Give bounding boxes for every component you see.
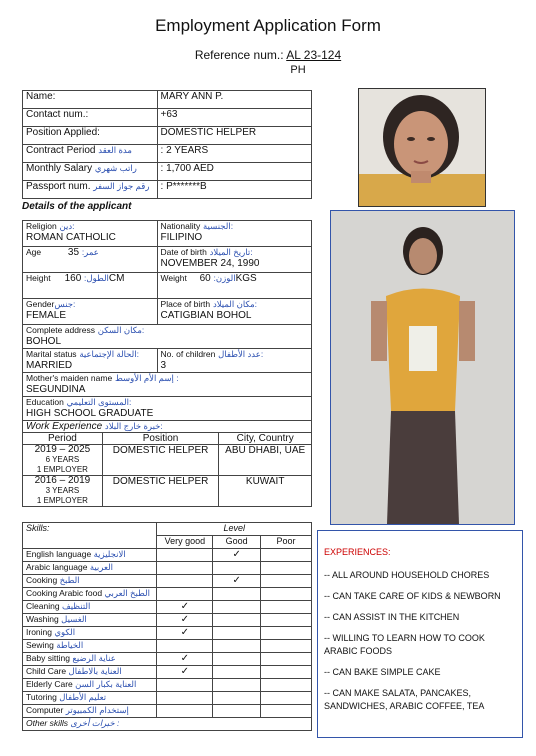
- experience-item: -- CAN ASSIST IN THE KITCHEN: [324, 612, 460, 622]
- work-row: [23, 445, 312, 476]
- basic-label: Contact num.:: [26, 109, 89, 120]
- basic-row: [23, 145, 312, 163]
- skill-row: [23, 705, 312, 718]
- skill-level-cell: [261, 627, 312, 640]
- experiences-box: [317, 530, 523, 738]
- dob-cell: Date of birth تاريخ الميلاد: NOVEMBER 24, 1990: [157, 247, 311, 273]
- skill-label: Arabic language: [26, 562, 88, 572]
- basic-label-cell: [23, 91, 158, 109]
- skill-level-cell: [261, 705, 312, 718]
- skill-label: Cleaning: [26, 601, 60, 611]
- skill-level-cell: [157, 614, 213, 627]
- reference-sub: PH: [290, 64, 306, 76]
- work-header-city: City, Country: [219, 433, 312, 445]
- skill-label: Tutoring: [26, 692, 57, 702]
- other-skills-cell: Other skills خبرات أخرى :: [23, 718, 312, 731]
- level-very-good: Very good: [157, 536, 213, 549]
- skill-level-cell: [157, 627, 213, 640]
- skill-label-cell: [23, 653, 157, 666]
- weight-value: 60KGS: [199, 273, 257, 284]
- skill-level-cell: [213, 601, 261, 614]
- skill-row: [23, 601, 312, 614]
- work-city: ABU DHABI, UAE: [219, 445, 312, 476]
- skill-level-cell: [157, 666, 213, 679]
- basic-row: [23, 91, 312, 109]
- skill-label-cell: [23, 575, 157, 588]
- gender-value: FEMALE: [26, 310, 67, 321]
- skill-level-cell: [261, 666, 312, 679]
- skill-row: [23, 679, 312, 692]
- pob-value: CATIGBIAN BOHOL: [160, 310, 252, 321]
- basic-value: DOMESTIC HELPER: [157, 127, 311, 145]
- skill-row: [23, 653, 312, 666]
- skill-label-ar: الطبخ العربي: [104, 588, 150, 598]
- skill-level-cell: [213, 562, 261, 575]
- skill-label-ar: إستخدام الكمبيوتر: [65, 705, 129, 715]
- skill-level-cell: [213, 627, 261, 640]
- work-position: DOMESTIC HELPER: [102, 445, 219, 476]
- skill-label-cell: [23, 666, 157, 679]
- work-period-cell: [23, 445, 103, 476]
- experience-item: -- WILLING TO LEARN HOW TO COOK ARABIC FOODS: [324, 633, 485, 656]
- skill-label-cell: [23, 692, 157, 705]
- basic-label-ar: رقم جواز السفر: [93, 181, 150, 191]
- details-title: Details of the applicant: [22, 201, 132, 212]
- skill-label-ar: الغسيل: [61, 614, 87, 624]
- basic-row: [23, 127, 312, 145]
- basic-label-ar: مدة العقد: [98, 145, 132, 155]
- skill-level-cell: [157, 653, 213, 666]
- work-period: 2016 – 2019: [34, 475, 91, 486]
- skill-label: Computer: [26, 705, 64, 715]
- skill-level-cell: [213, 692, 261, 705]
- basic-label-cell: [23, 109, 158, 127]
- basic-row: [23, 163, 312, 181]
- experience-item: -- CAN BAKE SIMPLE CAKE: [324, 667, 441, 677]
- basic-label-ar: راتب شهري: [94, 163, 137, 173]
- basic-label: Contract Period: [26, 145, 96, 156]
- skill-label-ar: العربية: [89, 562, 114, 572]
- check-icon: ✓: [180, 627, 190, 638]
- reference-label: Reference num.:: [194, 48, 284, 62]
- skill-label-ar: الخياطة: [56, 640, 84, 650]
- skill-label-ar: الطبخ: [59, 575, 80, 585]
- skill-level-cell: [213, 640, 261, 653]
- skill-level-cell: [261, 653, 312, 666]
- skill-label-ar: العناية بالاطفال: [68, 666, 122, 676]
- skill-level-cell: [213, 679, 261, 692]
- work-years: 6 YEARS: [45, 455, 80, 464]
- work-position: DOMESTIC HELPER: [102, 476, 219, 507]
- skill-level-cell: [213, 614, 261, 627]
- work-row: [23, 476, 312, 507]
- skill-label-ar: الكوي: [54, 627, 76, 637]
- skills-title: Skills:: [23, 523, 157, 549]
- basic-value: : 1,700 AED: [157, 163, 311, 181]
- basic-value: : P*******B: [157, 181, 311, 199]
- skill-label-cell: [23, 588, 157, 601]
- skill-label: Baby sitting: [26, 653, 70, 663]
- religion-value: ROMAN CATHOLIC: [26, 232, 116, 243]
- applicant-full-body-photo: [330, 210, 515, 525]
- height-value: 160CM: [64, 273, 125, 284]
- check-icon: ✓: [180, 614, 190, 625]
- level-good: Good: [213, 536, 261, 549]
- form-title: Employment Application Form: [155, 16, 381, 35]
- skill-level-cell: [157, 588, 213, 601]
- nationality-cell: Nationality الجنسية: FILIPINO: [157, 221, 311, 247]
- check-icon: ✓: [232, 575, 241, 586]
- skill-level-cell: [157, 679, 213, 692]
- skill-label-cell: [23, 601, 157, 614]
- applicant-portrait-photo: [358, 88, 486, 207]
- work-title-cell: Work Experience خبرة خارج البلاد:: [23, 421, 312, 433]
- marital-value: MARRIED: [26, 360, 73, 371]
- skill-level-cell: [157, 549, 213, 562]
- basic-label: Monthly Salary: [26, 163, 93, 174]
- skill-label-ar: الانجليزية: [93, 549, 126, 559]
- skill-row: [23, 666, 312, 679]
- skill-label: Sewing: [26, 640, 54, 650]
- skill-row: [23, 549, 312, 562]
- age-value: 35: [67, 247, 80, 258]
- skill-level-cell: [157, 705, 213, 718]
- skill-level-cell: [157, 601, 213, 614]
- basic-label: Position Applied:: [26, 127, 100, 138]
- skill-label-ar: عناية الرضيع: [72, 653, 116, 663]
- skills-level-header: Level: [157, 523, 312, 536]
- basic-value: : 2 YEARS: [157, 145, 311, 163]
- experience-item: -- ALL AROUND HOUSEHOLD CHORES: [324, 570, 490, 580]
- skill-label-ar: تعليم الأطفال: [59, 692, 107, 702]
- check-icon: ✓: [180, 601, 190, 612]
- skill-label: Cooking Arabic food: [26, 588, 103, 598]
- skill-row: [23, 692, 312, 705]
- age-cell: Age عمر: 35: [23, 247, 158, 273]
- reference-line: [0, 48, 536, 62]
- children-value: 3: [160, 360, 167, 371]
- work-period: 2019 – 2025: [34, 444, 91, 455]
- work-experience-table: [22, 420, 312, 507]
- skill-level-cell: [261, 575, 312, 588]
- skill-label: Cooking: [26, 575, 58, 585]
- education-cell: Education المستوى التعليمي: HIGH SCHOOL GRADUATE: [23, 397, 312, 421]
- skill-label-ar: العناية بكبار السن: [75, 679, 137, 689]
- skill-label-cell: [23, 705, 157, 718]
- skill-row: [23, 575, 312, 588]
- skill-level-cell: [213, 705, 261, 718]
- mother-value: SEGUNDINA: [26, 384, 86, 395]
- basic-row: [23, 109, 312, 127]
- skill-level-cell: [157, 692, 213, 705]
- skill-label-cell: [23, 640, 157, 653]
- skill-level-cell: [261, 601, 312, 614]
- basic-label-cell: [23, 145, 158, 163]
- skill-level-cell: [261, 679, 312, 692]
- skill-label-ar: التنظيف: [61, 601, 91, 611]
- basic-label-cell: [23, 163, 158, 181]
- work-city: KUWAIT: [219, 476, 312, 507]
- skill-level-cell: [261, 588, 312, 601]
- height-cell: Height الطول: 160CM: [23, 273, 158, 299]
- skill-level-cell: [157, 562, 213, 575]
- basic-label-cell: [23, 127, 158, 145]
- basic-label-cell: [23, 181, 158, 199]
- skill-level-cell: [261, 549, 312, 562]
- gender-cell: Genderجنس: FEMALE: [23, 299, 158, 325]
- skills-table: [22, 522, 312, 731]
- work-header-period: Period: [23, 433, 103, 445]
- skill-level-cell: [157, 575, 213, 588]
- skill-row: [23, 562, 312, 575]
- skill-level-cell: [261, 562, 312, 575]
- skill-row: [23, 640, 312, 653]
- skill-level-cell: [213, 653, 261, 666]
- skill-level-cell: [261, 614, 312, 627]
- basic-row: [23, 181, 312, 199]
- skill-label: Child Care: [26, 666, 67, 676]
- address-cell: Complete address مكان السكن: BOHOL: [23, 325, 312, 349]
- skill-label: Elderly Care: [26, 679, 73, 689]
- basic-label: Name:: [26, 91, 56, 102]
- work-employer: 1 EMPLOYER: [36, 496, 88, 505]
- children-cell: No. of children عدد الأطفال: 3: [157, 349, 311, 373]
- skill-level-cell: [213, 588, 261, 601]
- skill-label-cell: [23, 562, 157, 575]
- education-value: HIGH SCHOOL GRADUATE: [26, 408, 154, 419]
- skill-label-cell: [23, 627, 157, 640]
- skill-row: [23, 588, 312, 601]
- work-years: 3 YEARS: [45, 486, 80, 495]
- basic-value: +63: [157, 109, 311, 127]
- basic-value: MARY ANN P.: [157, 91, 311, 109]
- work-header-position: Position: [102, 433, 219, 445]
- experience-item: -- CAN TAKE CARE OF KIDS & NEWBORN: [324, 591, 501, 601]
- level-poor: Poor: [261, 536, 312, 549]
- skill-row: [23, 627, 312, 640]
- check-icon: ✓: [180, 653, 190, 664]
- skill-label: English language: [26, 549, 92, 559]
- nationality-value: FILIPINO: [160, 232, 203, 243]
- marital-cell: Marital status الحالة الإجتماعية: MARRIED: [23, 349, 158, 373]
- mother-cell: Mother's maiden name إسم الأم الأوسط : SEGUNDINA: [23, 373, 312, 397]
- skill-level-cell: [261, 692, 312, 705]
- details-table: [22, 220, 312, 421]
- skill-label-cell: [23, 614, 157, 627]
- address-value: BOHOL: [26, 336, 62, 347]
- skill-label: Ironing: [26, 627, 52, 637]
- dob-value: NOVEMBER 24, 1990: [160, 258, 260, 269]
- skill-label: Washing: [26, 614, 59, 624]
- experience-item: -- CAN MAKE SALATA, PANCAKES, SANDWICHES, ARABIC COFFEE, TEA: [324, 688, 485, 711]
- skill-level-cell: [213, 666, 261, 679]
- basic-label: Passport num.: [26, 181, 91, 192]
- skill-label-cell: [23, 679, 157, 692]
- reference-number: AL 23-124: [286, 48, 342, 62]
- skill-level-cell: [213, 575, 261, 588]
- skill-level-cell: [157, 640, 213, 653]
- skill-level-cell: [213, 549, 261, 562]
- work-period-cell: [23, 476, 103, 507]
- basic-info-table: [22, 90, 312, 199]
- work-employer: 1 EMPLOYER: [36, 465, 88, 474]
- religion-cell: Religion دين: ROMAN CATHOLIC: [23, 221, 158, 247]
- pob-cell: Place of birth مكان الميلاد: CATIGBIAN BOHOL: [157, 299, 311, 325]
- skill-level-cell: [261, 640, 312, 653]
- weight-cell: Weight الوزن: 60KGS: [157, 273, 311, 299]
- experiences-title: EXPERIENCES:: [324, 547, 391, 557]
- check-icon: ✓: [232, 549, 241, 560]
- skill-label-cell: [23, 549, 157, 562]
- skill-row: [23, 614, 312, 627]
- check-icon: ✓: [180, 666, 190, 677]
